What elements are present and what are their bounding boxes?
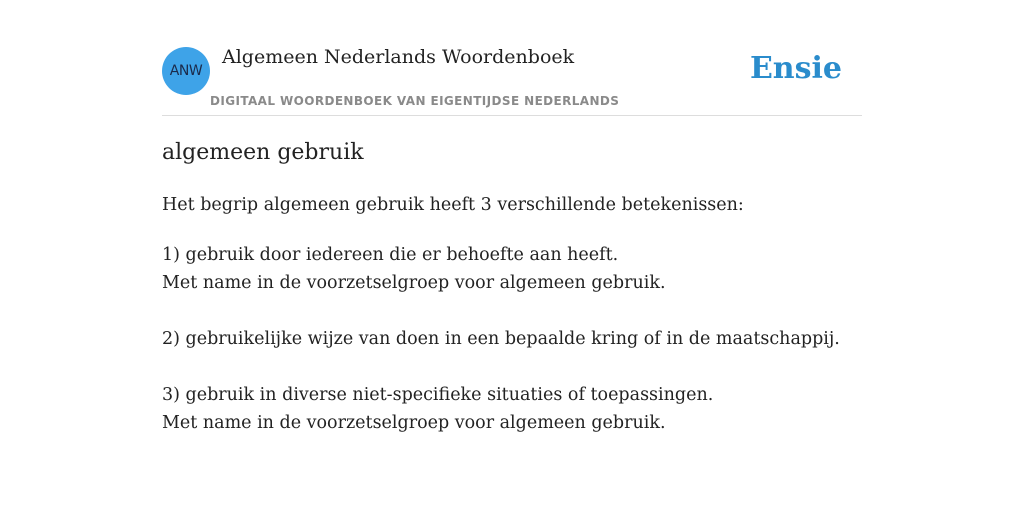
logo-text: ANW [169,63,203,79]
meaning-item [162,381,840,437]
entry-intro: Het begrip algemeen gebruik heeft 3 verschillende betekenissen: [162,195,744,215]
meaning-note: Met name in de voorzetselgroep voor algemeen gebruik. [162,413,666,433]
anw-logo[interactable] [162,47,210,95]
site-title[interactable]: Algemeen Nederlands Woordenboek [222,46,575,68]
page [162,0,862,512]
meaning-definition: 2) gebruikelijke wijze van doen in een bepaalde kring of in de maatschappij. [162,329,840,349]
meanings-list [162,241,840,465]
meaning-item [162,325,840,353]
site-subtitle: DIGITAAL WOORDENBOEK VAN EIGENTIJDSE NEDERLANDS [210,94,620,108]
meaning-note: Met name in de voorzetselgroep voor algemeen gebruik. [162,273,666,293]
site-header [162,0,862,116]
entry-title: algemeen gebruik [162,140,364,165]
meaning-item [162,241,840,297]
meaning-definition: 1) gebruik door iedereen die er behoefte aan heeft. [162,245,619,265]
ensie-brand-link[interactable]: Ensie [749,51,842,86]
meaning-definition: 3) gebruik in diverse niet-specifieke situaties of toepassingen. [162,385,714,405]
